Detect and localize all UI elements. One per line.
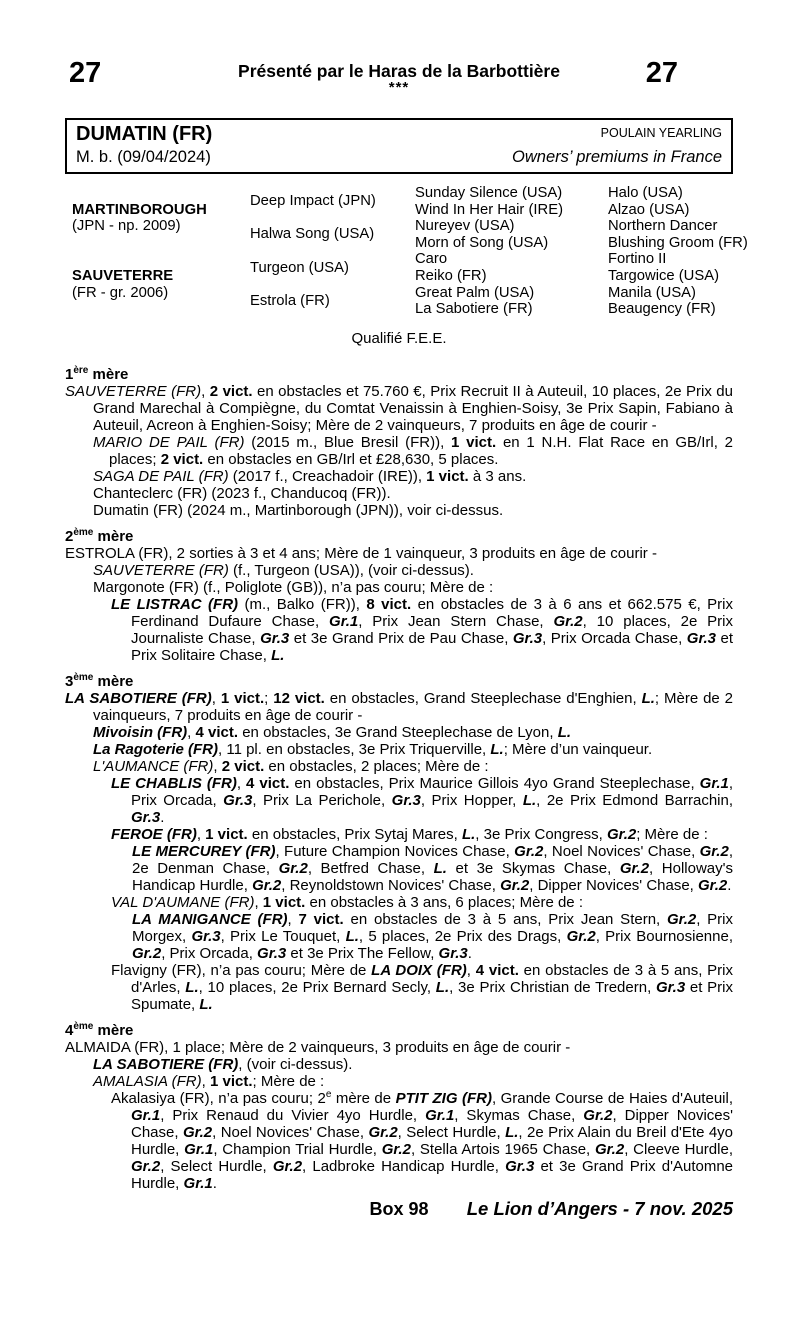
pedigree-gen4-entry: Alzao (USA) xyxy=(608,201,690,218)
pedigree-line: LA MANIGANCE (FR), 7 vict. en obstacles de 3 à 5 ans, Prix Jean Stern, Gr.2, Prix Morgex, Gr.3, Prix Le Touquet, L., 5 places, 2e Prix des Drags, Gr.2, Prix Bournosienne, Gr.2, Prix Orcada, Gr.3 et 3e Prix The Fellow, Gr.3. xyxy=(132,910,734,962)
pedigree-gen3-entry: Nureyev (USA) xyxy=(415,218,515,235)
pedigree-section xyxy=(65,366,733,519)
pedigree-gen4-entry: Northern Dancer xyxy=(608,218,718,235)
pedigree-line: La Ragoterie (FR), 11 pl. en obstacles, 3e Prix Triquerville, L.; Mère d’un vainqueur. xyxy=(93,740,653,758)
pedigree-gen4-entry: Halo (USA) xyxy=(608,185,683,201)
horse-identity xyxy=(76,123,212,167)
pedigree-line: L'AUMANCE (FR), 2 vict. en obstacles, 2 places; Mère de : xyxy=(93,757,489,775)
section-heading: 4ème mère xyxy=(65,1020,134,1039)
horse-category-block xyxy=(512,123,722,167)
pedigree-line: LE MERCUREY (FR), Future Champion Novices Chase, Gr.2, Noel Novices' Chase, Gr.2, 2e Denman Chase, Gr.2, Betfred Chase, L. et 3e Skymas Chase, Gr.2, Holloway's Handicap Hurdle, Gr.2, Reynoldstown Novices' Chase, Gr.2, Dipper Novices' Chase, Gr.2. xyxy=(132,842,733,894)
pedigree-table xyxy=(65,185,748,318)
pedigree-gen1-entry xyxy=(72,185,250,251)
sale-location-date: Le Lion d’Angers - 7 nov. 2025 xyxy=(466,1197,733,1219)
pedigree-gen3-entry: Great Palm (USA) xyxy=(415,284,535,301)
pedigree-section xyxy=(65,528,733,664)
pedigree-section xyxy=(65,1022,733,1192)
pedigree-gen3-entry: Caro xyxy=(415,251,448,268)
gen1-origin: (JPN - np. 2009) xyxy=(72,218,181,235)
pedigree-line: SAUVETERRE (FR), 2 vict. en obstacles et 75.760 €, Prix Recruit II à Auteuil, 10 places, 2e Prix du Grand Marechal à Compiègne, du Comtat Venaissin à Enghien-Soisy, 3e Prix Sapin, Fabiano à Auteuil, Acreon à Enghien-Soisy; Mère de 2 vainqueurs, 7 produits en âge de courir - xyxy=(65,382,733,434)
pedigree-gen4-entry: Manila (USA) xyxy=(608,284,696,301)
premiums-note: Owners’ premiums in France xyxy=(512,148,722,166)
pedigree-line: Mivoisin (FR), 4 vict. en obstacles, 3e Grand Steeplechase de Lyon, L. xyxy=(93,723,572,741)
section-heading: 2ème mère xyxy=(65,526,134,545)
pedigree-line: LA SABOTIERE (FR), 1 vict.; 12 vict. en obstacles, Grand Steeplechase d'Enghien, L.; Mère de 2 vainqueurs, 7 produits en âge de courir - xyxy=(65,689,734,724)
pedigree-gen3-entry: Wind In Her Hair (IRE) xyxy=(415,201,563,218)
pedigree-line: Dumatin (FR) (2024 m., Martinborough (JPN)), voir ci-dessus. xyxy=(93,501,504,519)
pedigree-line: MARIO DE PAIL (FR) (2015 m., Blue Bresil (FR)), 1 vict. en 1 N.H. Flat Race en GB/Irl, 2 places; 2 vict. en obstacles en GB/Irl et £28,630, 5 places. xyxy=(93,433,733,468)
pedigree-gen1-entry xyxy=(72,251,250,317)
pedigree-gen4-entry: Beaugency (FR) xyxy=(608,301,716,318)
pedigree-line: Flavigny (FR), n’a pas couru; Mère de LA DOIX (FR), 4 vict. en obstacles de 3 à 5 ans, Prix d'Arles, L., 10 places, 2e Prix Bernard Secly, L., 3e Prix Christian de Tredern, Gr.3 et Prix Spumate, L. xyxy=(111,961,734,1013)
pedigree-line: Chanteclerc (FR) (2023 f., Chanducoq (FR)). xyxy=(93,484,391,502)
heading-superscript: ème xyxy=(73,526,94,538)
pedigree-gen3-entry: Sunday Silence (USA) xyxy=(415,185,563,201)
pedigree-line: Akalasiya (FR), n’a pas couru; 2e mère de PTIT ZIG (FR), Grande Course de Haies d'Auteuil, Gr.1, Prix Renaud du Vivier 4yo Hurdle, Gr.1, Skymas Chase, Gr.2, Dipper Novices' Chase, Gr.2, Noel Novices' Chase, Gr.2, Select Hurdle, L., 2e Prix Alain du Breil d'Ete 4yo Hurdle, Gr.1, Champion Trial Hurdle, Gr.2, Stella Artois 1965 Chase, Gr.2, Cleeve Hurdle, Gr.2, Select Hurdle, Gr.2, Ladbroke Handicap Hurdle, Gr.3 et 3e Grand Prix d'Automne Hurdle, Gr.1. xyxy=(111,1088,734,1192)
pedigree-line: LE LISTRAC (FR) (m., Balko (FR)), 8 vict. en obstacles de 3 à 6 ans et 662.575 €, Prix Ferdinand Dufaure Chase, Gr.1, Prix Jean Stern Chase, Gr.2, 10 places, 2e Prix Journaliste Chase, Gr.3 et 3e Grand Prix de Pau Chase, Gr.3, Prix Orcada Chase, Gr.3 et Prix Solitaire Chase, L. xyxy=(111,595,734,664)
page-header xyxy=(65,0,733,104)
heading-superscript: ème xyxy=(73,671,94,683)
pedigree-gen2-entry: Deep Impact (JPN) xyxy=(250,193,376,210)
box-number: Box 98 xyxy=(369,1198,429,1219)
horse-birth-details: M. b. (09/04/2024) xyxy=(76,148,211,166)
pedigree-gen4-entry: Blushing Groom (FR) xyxy=(608,234,748,251)
heading-superscript: ère xyxy=(73,364,89,376)
lot-number-left: 27 xyxy=(69,57,102,89)
section-heading: 3ème mère xyxy=(65,671,134,690)
pedigree-gen4-entry: Targowice (USA) xyxy=(608,267,720,284)
presenter-block xyxy=(65,57,733,96)
horse-name-box xyxy=(65,118,733,174)
gen1-name: MARTINBOROUGH xyxy=(72,201,207,218)
pedigree-line: Margonote (FR) (f., Poliglote (GB)), n’a pas couru; Mère de : xyxy=(93,578,494,596)
pedigree-line: ESTROLA (FR), 2 sorties à 3 et 4 ans; Mère de 1 vainqueur, 3 produits en âge de courir - xyxy=(65,544,657,562)
lot-number-right: 27 xyxy=(645,57,678,89)
pedigree-gen3-entry: La Sabotiere (FR) xyxy=(415,301,533,318)
pedigree-gen3-entry: Morn of Song (USA) xyxy=(415,234,549,251)
pedigree-gen2-entry: Estrola (FR) xyxy=(250,292,330,309)
pedigree-gen2-entry: Halwa Song (USA) xyxy=(250,226,375,243)
pedigree-gen3-entry: Reiko (FR) xyxy=(415,267,487,284)
pedigree-line: AMALASIA (FR), 1 vict.; Mère de : xyxy=(93,1072,325,1090)
qualification-note: Qualifié F.E.E. xyxy=(351,329,447,347)
gen1-name: SAUVETERRE xyxy=(72,267,174,284)
horse-category: POULAIN YEARLING xyxy=(600,126,722,140)
presenter-title: Présenté par le Haras de la Barbottière xyxy=(238,61,560,81)
pedigree-line: SAGA DE PAIL (FR) (2017 f., Creachadoir (IRE)), 1 vict. à 3 ans. xyxy=(93,467,527,485)
stars-ornament: *** xyxy=(388,79,410,96)
pedigree-line: LE CHABLIS (FR), 4 vict. en obstacles, Prix Maurice Gillois 4yo Grand Steeplechase, Gr.1, Prix Orcada, Gr.3, Prix La Perichole, Gr.3, Prix Hopper, L., 2e Prix Edmond Barrachin, Gr.3. xyxy=(111,774,734,826)
pedigree-section xyxy=(65,673,733,1013)
pedigree-line: LA SABOTIERE (FR), (voir ci-dessus). xyxy=(93,1055,353,1073)
horse-name: DUMATIN (FR) xyxy=(76,123,213,145)
pedigree-sections xyxy=(65,366,733,1192)
heading-superscript: ème xyxy=(73,1020,94,1032)
pedigree-line: VAL D'AUMANE (FR), 1 vict. en obstacles à 3 ans, 6 places; Mère de : xyxy=(111,893,583,911)
pedigree-gen4-entry: Fortino II xyxy=(608,251,667,268)
pedigree-line: ALMAIDA (FR), 1 place; Mère de 2 vainqueurs, 3 produits en âge de courir - xyxy=(65,1038,571,1056)
pedigree-line: SAUVETERRE (FR) (f., Turgeon (USA)), (voir ci-dessus). xyxy=(93,561,474,579)
pedigree-line: FEROE (FR), 1 vict. en obstacles, Prix Sytaj Mares, L., 3e Prix Congress, Gr.2; Mère de : xyxy=(111,825,708,843)
pedigree-gen2-entry: Turgeon (USA) xyxy=(250,259,349,276)
section-heading: 1ère mère xyxy=(65,364,129,383)
page-footer xyxy=(65,1198,733,1224)
gen1-origin: (FR - gr. 2006) xyxy=(72,284,169,301)
